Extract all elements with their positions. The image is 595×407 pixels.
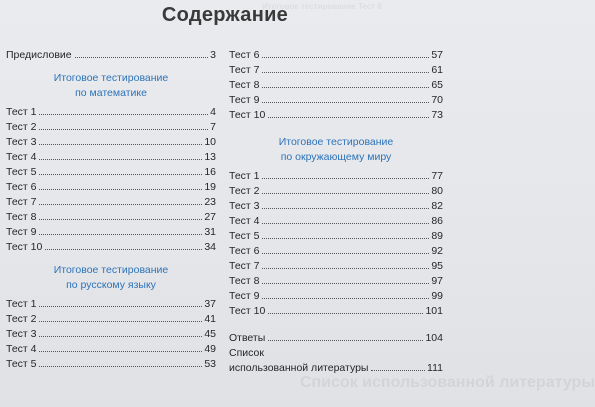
toc-entry-page: 92 bbox=[431, 245, 443, 257]
toc-entry[interactable] bbox=[229, 184, 443, 199]
toc-right-column bbox=[229, 48, 443, 376]
toc-entry-answers[interactable] bbox=[229, 331, 443, 346]
toc-entry-page: 80 bbox=[431, 185, 443, 197]
toc-entry-label: Тест 10 bbox=[229, 305, 266, 317]
section-heading-line: Итоговое тестирование bbox=[53, 72, 169, 84]
leader-dots bbox=[268, 313, 423, 314]
toc-entry-label: Тест 6 bbox=[229, 49, 260, 61]
toc-entry-page: 89 bbox=[431, 230, 443, 242]
toc-entry-page: 31 bbox=[204, 226, 216, 238]
toc-entry[interactable] bbox=[6, 150, 216, 165]
toc-entry-bibliography[interactable] bbox=[229, 361, 443, 376]
section-heading-line: Итоговое тестирование bbox=[53, 264, 169, 276]
toc-entry-label: Тест 6 bbox=[229, 245, 260, 257]
toc-entry-label: Тест 9 bbox=[229, 290, 260, 302]
bleed-through-top: Итоговое тестирование Тест 6 bbox=[262, 2, 382, 11]
toc-entry-page: 23 bbox=[204, 196, 216, 208]
section-heading-math bbox=[6, 71, 216, 101]
toc-entry-label: Ответы bbox=[229, 332, 266, 344]
toc-entry[interactable] bbox=[229, 93, 443, 108]
toc-entry-label: Тест 9 bbox=[6, 226, 37, 238]
leader-dots bbox=[262, 72, 429, 73]
toc-entry-preface[interactable] bbox=[6, 48, 216, 63]
toc-entry-page: 53 bbox=[204, 358, 216, 370]
toc-entry-label: Тест 3 bbox=[6, 136, 37, 148]
toc-entry-label: Тест 5 bbox=[6, 166, 37, 178]
toc-entry-page: 86 bbox=[431, 215, 443, 227]
leader-dots bbox=[39, 174, 202, 175]
toc-entry[interactable] bbox=[229, 108, 443, 123]
leader-dots bbox=[262, 253, 429, 254]
section-heading-line: по математике bbox=[75, 87, 147, 99]
leader-dots bbox=[262, 178, 429, 179]
toc-entry[interactable] bbox=[6, 357, 216, 372]
toc-entry[interactable] bbox=[229, 199, 443, 214]
toc-entry[interactable] bbox=[229, 259, 443, 274]
toc-entry-label: использованной литературы bbox=[229, 362, 369, 374]
toc-entry-label: Тест 7 bbox=[229, 260, 260, 272]
toc-entry-label: Тест 1 bbox=[229, 170, 260, 182]
toc-entry-label: Тест 2 bbox=[6, 313, 37, 325]
leader-dots bbox=[39, 144, 202, 145]
toc-entry-page: 7 bbox=[210, 121, 216, 133]
toc-entry-label: Тест 2 bbox=[229, 185, 260, 197]
leader-dots bbox=[268, 117, 429, 118]
toc-entry[interactable] bbox=[6, 105, 216, 120]
toc-entry-page: 73 bbox=[431, 109, 443, 121]
toc-entry-page: 19 bbox=[204, 181, 216, 193]
toc-entry[interactable] bbox=[6, 342, 216, 357]
toc-entry[interactable] bbox=[6, 135, 216, 150]
toc-entry[interactable] bbox=[229, 244, 443, 259]
toc-entry[interactable] bbox=[6, 180, 216, 195]
toc-entry[interactable] bbox=[229, 214, 443, 229]
leader-dots bbox=[39, 159, 202, 160]
toc-entry-label: Тест 4 bbox=[6, 343, 37, 355]
toc-entry-page: 65 bbox=[431, 79, 443, 91]
toc-entry-page: 41 bbox=[204, 313, 216, 325]
toc-entry-page: 61 bbox=[431, 64, 443, 76]
toc-entry-label: Тест 10 bbox=[229, 109, 266, 121]
section-heading-line: по окружающему миру bbox=[280, 151, 392, 163]
leader-dots bbox=[39, 234, 202, 235]
toc-entry-label: Тест 10 bbox=[6, 241, 43, 253]
toc-entry[interactable] bbox=[6, 312, 216, 327]
toc-entry-label: Тест 5 bbox=[229, 230, 260, 242]
toc-entry-label: Тест 9 bbox=[229, 94, 260, 106]
toc-entry[interactable] bbox=[6, 297, 216, 312]
toc-entry-label: Тест 8 bbox=[229, 79, 260, 91]
toc-entry[interactable] bbox=[6, 240, 216, 255]
toc-entry-page: 57 bbox=[431, 49, 443, 61]
toc-entry[interactable] bbox=[229, 63, 443, 78]
leader-dots bbox=[262, 57, 429, 58]
toc-entry-page: 101 bbox=[425, 305, 443, 317]
toc-entry-page: 45 bbox=[204, 328, 216, 340]
toc-entry-page: 34 bbox=[204, 241, 216, 253]
leader-dots bbox=[75, 57, 209, 58]
toc-entry-label: Тест 3 bbox=[229, 200, 260, 212]
leader-dots bbox=[39, 351, 202, 352]
toc-entry[interactable] bbox=[229, 274, 443, 289]
leader-dots bbox=[39, 204, 202, 205]
leader-dots bbox=[39, 219, 202, 220]
leader-dots bbox=[268, 340, 423, 341]
leader-dots bbox=[262, 208, 429, 209]
toc-entry[interactable] bbox=[229, 229, 443, 244]
leader-dots bbox=[262, 102, 429, 103]
toc-entry-label: Предисловие bbox=[6, 49, 72, 61]
toc-entry-label: Тест 3 bbox=[6, 328, 37, 340]
toc-entry[interactable] bbox=[6, 225, 216, 240]
toc-entry[interactable] bbox=[6, 120, 216, 135]
leader-dots bbox=[39, 366, 202, 367]
leader-dots bbox=[39, 189, 202, 190]
leader-dots bbox=[39, 321, 202, 322]
section-heading-world bbox=[229, 135, 443, 165]
world-test-list bbox=[229, 169, 443, 319]
toc-entry-label: Тест 7 bbox=[6, 196, 37, 208]
toc-entry[interactable] bbox=[229, 78, 443, 93]
page-title: Содержание bbox=[161, 4, 289, 26]
toc-entry-page: 82 bbox=[431, 200, 443, 212]
russian-test-list-continued bbox=[229, 48, 443, 123]
toc-entry-page: 49 bbox=[204, 343, 216, 355]
math-test-list bbox=[6, 105, 216, 255]
toc-entry-bibliography-line1: Список bbox=[229, 347, 264, 359]
toc-entry-label: Тест 7 bbox=[229, 64, 260, 76]
toc-entry-label: Тест 2 bbox=[6, 121, 37, 133]
toc-entry-page: 99 bbox=[431, 290, 443, 302]
toc-entry[interactable] bbox=[6, 327, 216, 342]
toc-entry[interactable] bbox=[6, 195, 216, 210]
toc-entry-page: 13 bbox=[204, 151, 216, 163]
section-heading-line: по русскому языку bbox=[66, 279, 156, 291]
section-heading-line: Итоговое тестирование bbox=[278, 136, 394, 148]
leader-dots bbox=[371, 370, 425, 371]
toc-entry-page: 77 bbox=[431, 170, 443, 182]
russian-test-list bbox=[6, 297, 216, 372]
leader-dots bbox=[262, 298, 429, 299]
leader-dots bbox=[262, 283, 429, 284]
leader-dots bbox=[262, 223, 429, 224]
toc-entry-label: Тест 1 bbox=[6, 106, 37, 118]
toc-entry-label: Тест 1 bbox=[6, 298, 37, 310]
toc-entry-page: 111 bbox=[427, 362, 443, 374]
toc-entry-page: 27 bbox=[204, 211, 216, 223]
leader-dots bbox=[262, 87, 429, 88]
leader-dots bbox=[39, 306, 202, 307]
toc-entry-page: 97 bbox=[431, 275, 443, 287]
toc-entry-label: Тест 8 bbox=[229, 275, 260, 287]
toc-entry-page: 4 bbox=[210, 106, 216, 118]
toc-entry[interactable] bbox=[6, 210, 216, 225]
leader-dots bbox=[39, 336, 202, 337]
leader-dots bbox=[262, 238, 429, 239]
toc-entry-page: 16 bbox=[204, 166, 216, 178]
toc-left-column bbox=[6, 48, 216, 372]
leader-dots bbox=[262, 268, 429, 269]
toc-entry[interactable] bbox=[229, 304, 443, 319]
toc-entry-label: Тест 6 bbox=[6, 181, 37, 193]
toc-entry-label: Тест 4 bbox=[229, 215, 260, 227]
toc-entry-page: 70 bbox=[431, 94, 443, 106]
bleed-through-bottom: Список использованной литературы bbox=[300, 374, 595, 391]
toc-entry[interactable] bbox=[229, 289, 443, 304]
toc-entry-page: 95 bbox=[431, 260, 443, 272]
toc-entry[interactable] bbox=[229, 48, 443, 63]
leader-dots bbox=[39, 114, 208, 115]
toc-entry-page: 3 bbox=[210, 49, 216, 61]
toc-entry-page: 10 bbox=[204, 136, 216, 148]
leader-dots bbox=[45, 249, 202, 250]
toc-entry[interactable] bbox=[229, 169, 443, 184]
leader-dots bbox=[39, 129, 208, 130]
section-heading-russian bbox=[6, 263, 216, 293]
toc-entry-page: 37 bbox=[204, 298, 216, 310]
toc-entry-label: Тест 5 bbox=[6, 358, 37, 370]
toc-entry-label: Тест 4 bbox=[6, 151, 37, 163]
toc-entry-label: Тест 8 bbox=[6, 211, 37, 223]
toc-entry[interactable] bbox=[6, 165, 216, 180]
toc-entry-page: 104 bbox=[425, 332, 443, 344]
leader-dots bbox=[262, 193, 429, 194]
